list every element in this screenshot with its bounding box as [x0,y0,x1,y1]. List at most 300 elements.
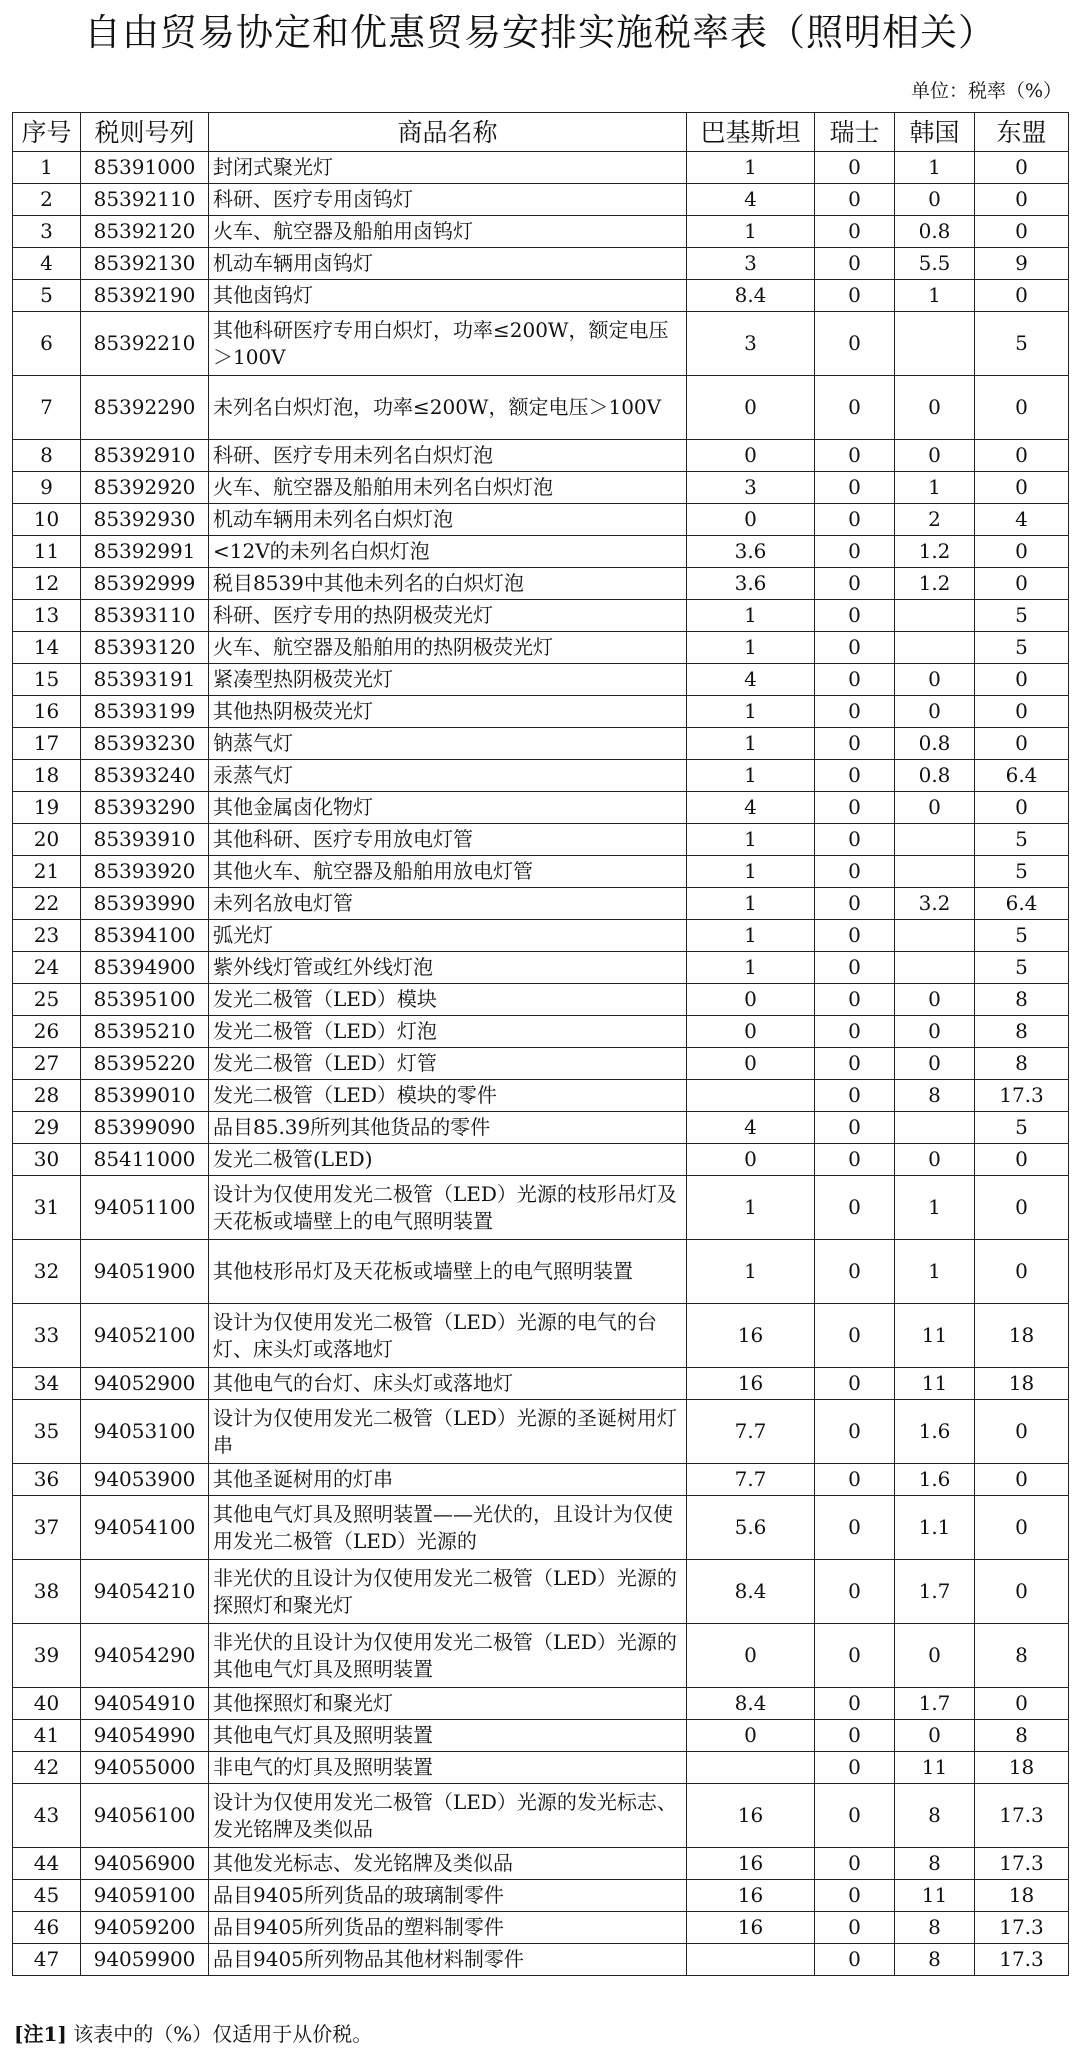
cell-switzerland: 0 [815,312,895,376]
cell-korea: 0.8 [895,216,975,248]
cell-pakistan: 1 [687,152,815,184]
cell-asean: 0 [975,1464,1069,1496]
cell-korea: 0.8 [895,760,975,792]
cell-korea: 1 [895,1240,975,1304]
cell-no: 39 [13,1624,81,1688]
cell-name: 封闭式聚光灯 [209,152,687,184]
cell-name: 紫外线灯管或红外线灯泡 [209,952,687,984]
cell-code: 94054910 [81,1688,209,1720]
cell-no: 43 [13,1784,81,1848]
cell-korea: 1 [895,152,975,184]
cell-asean: 0 [975,440,1069,472]
cell-code: 94052900 [81,1368,209,1400]
table-row [13,1624,1069,1688]
cell-no: 25 [13,984,81,1016]
cell-pakistan: 1 [687,1176,815,1240]
cell-no: 18 [13,760,81,792]
cell-pakistan: 3.6 [687,568,815,600]
cell-korea: 0 [895,184,975,216]
cell-korea: 0.8 [895,728,975,760]
cell-korea: 0 [895,1624,975,1688]
cell-name: 火车、航空器及船舶用卤钨灯 [209,216,687,248]
cell-asean: 0 [975,1176,1069,1240]
table-row [13,248,1069,280]
cell-no: 2 [13,184,81,216]
cell-asean: 0 [975,376,1069,440]
cell-no: 23 [13,920,81,952]
cell-code: 94053100 [81,1400,209,1464]
cell-code: 85399010 [81,1080,209,1112]
cell-asean: 18 [975,1880,1069,1912]
cell-name: 未列名放电灯管 [209,888,687,920]
cell-korea: 1.6 [895,1400,975,1464]
header-no: 序号 [13,113,81,152]
cell-name: 发光二极管（LED）灯泡 [209,1016,687,1048]
cell-asean: 17.3 [975,1848,1069,1880]
cell-pakistan: 1 [687,696,815,728]
cell-code: 94056900 [81,1848,209,1880]
table-row [13,920,1069,952]
cell-code: 94059100 [81,1880,209,1912]
table-row [13,856,1069,888]
cell-name: <12V的未列名白炽灯泡 [209,536,687,568]
cell-pakistan: 16 [687,1848,815,1880]
cell-name: 设计为仅使用发光二极管（LED）光源的发光标志、发光铭牌及类似品 [209,1784,687,1848]
cell-name: 其他发光标志、发光铭牌及类似品 [209,1848,687,1880]
cell-korea: 0 [895,376,975,440]
cell-no: 32 [13,1240,81,1304]
cell-name: 科研、医疗专用的热阴极荧光灯 [209,600,687,632]
table-row [13,824,1069,856]
cell-code: 94053900 [81,1464,209,1496]
cell-no: 21 [13,856,81,888]
cell-switzerland: 0 [815,216,895,248]
cell-switzerland: 0 [815,1496,895,1560]
cell-pakistan: 16 [687,1912,815,1944]
cell-asean: 5 [975,856,1069,888]
cell-no: 26 [13,1016,81,1048]
cell-code: 85394900 [81,952,209,984]
cell-name: 火车、航空器及船舶用未列名白炽灯泡 [209,472,687,504]
header-asean: 东盟 [975,113,1069,152]
table-row [13,472,1069,504]
cell-code: 94051900 [81,1240,209,1304]
cell-korea [895,312,975,376]
table-row [13,280,1069,312]
cell-asean: 0 [975,536,1069,568]
table-row [13,376,1069,440]
cell-no: 46 [13,1912,81,1944]
cell-name: 品目85.39所列其他货品的零件 [209,1112,687,1144]
cell-code: 94056100 [81,1784,209,1848]
cell-pakistan: 0 [687,440,815,472]
cell-switzerland: 0 [815,792,895,824]
cell-korea: 11 [895,1880,975,1912]
cell-code: 85393920 [81,856,209,888]
cell-no: 8 [13,440,81,472]
cell-asean: 0 [975,792,1069,824]
cell-pakistan: 0 [687,376,815,440]
cell-pakistan: 3 [687,312,815,376]
cell-code: 85411000 [81,1144,209,1176]
cell-pakistan: 1 [687,728,815,760]
cell-pakistan: 0 [687,984,815,1016]
cell-switzerland: 0 [815,952,895,984]
cell-code: 94055000 [81,1752,209,1784]
table-row [13,1144,1069,1176]
table-row [13,1080,1069,1112]
table-row [13,696,1069,728]
cell-code: 85391000 [81,152,209,184]
cell-code: 85393910 [81,824,209,856]
cell-switzerland: 0 [815,600,895,632]
cell-asean: 18 [975,1368,1069,1400]
cell-switzerland: 0 [815,1784,895,1848]
footnote-tag: [注1] [14,2022,67,2046]
table-row [13,1496,1069,1560]
cell-asean: 0 [975,184,1069,216]
cell-code: 94059200 [81,1912,209,1944]
cell-no: 17 [13,728,81,760]
table-row [13,1464,1069,1496]
cell-code: 94054100 [81,1496,209,1560]
cell-korea [895,600,975,632]
cell-pakistan: 7.7 [687,1464,815,1496]
cell-code: 85393290 [81,792,209,824]
table-row [13,1912,1069,1944]
cell-switzerland: 0 [815,1912,895,1944]
cell-switzerland: 0 [815,184,895,216]
cell-pakistan: 0 [687,504,815,536]
cell-asean: 5 [975,952,1069,984]
cell-switzerland: 0 [815,920,895,952]
cell-switzerland: 0 [815,1880,895,1912]
cell-korea: 8 [895,1912,975,1944]
cell-name: 机动车辆用未列名白炽灯泡 [209,504,687,536]
cell-korea: 1.1 [895,1496,975,1560]
cell-asean: 0 [975,664,1069,696]
table-row [13,664,1069,696]
cell-asean: 6.4 [975,760,1069,792]
cell-code: 85393191 [81,664,209,696]
table-row [13,1240,1069,1304]
cell-korea [895,952,975,984]
cell-korea [895,1112,975,1144]
table-row [13,952,1069,984]
table-row [13,1368,1069,1400]
cell-code: 85395100 [81,984,209,1016]
cell-pakistan: 4 [687,664,815,696]
table-row [13,760,1069,792]
cell-switzerland: 0 [815,1144,895,1176]
cell-asean: 0 [975,1496,1069,1560]
cell-no: 29 [13,1112,81,1144]
cell-name: 其他枝形吊灯及天花板或墙壁上的电气照明装置 [209,1240,687,1304]
cell-code: 94054990 [81,1720,209,1752]
footnote-text: 该表中的（%）仅适用于从价税。 [66,2022,373,2046]
cell-name: 其他电气的台灯、床头灯或落地灯 [209,1368,687,1400]
header-korea: 韩国 [895,113,975,152]
header-code: 税则号列 [81,113,209,152]
cell-pakistan: 4 [687,184,815,216]
cell-pakistan: 1 [687,1240,815,1304]
cell-pakistan: 0 [687,1016,815,1048]
cell-korea: 1 [895,1176,975,1240]
cell-pakistan: 16 [687,1304,815,1368]
cell-code: 85392120 [81,216,209,248]
cell-name: 其他圣诞树用的灯串 [209,1464,687,1496]
cell-name: 未列名白炽灯泡，功率≤200W，额定电压＞100V [209,376,687,440]
cell-switzerland: 0 [815,1720,895,1752]
cell-name: 其他金属卤化物灯 [209,792,687,824]
table-row [13,888,1069,920]
cell-switzerland: 0 [815,248,895,280]
cell-pakistan: 1 [687,888,815,920]
table-row [13,1112,1069,1144]
cell-korea: 1.2 [895,536,975,568]
table-row [13,792,1069,824]
cell-name: 汞蒸气灯 [209,760,687,792]
cell-asean: 8 [975,984,1069,1016]
cell-pakistan: 1 [687,216,815,248]
cell-name: 发光二极管（LED）灯管 [209,1048,687,1080]
cell-no: 12 [13,568,81,600]
cell-asean: 8 [975,1016,1069,1048]
cell-no: 24 [13,952,81,984]
cell-no: 16 [13,696,81,728]
cell-name: 非电气的灯具及照明装置 [209,1752,687,1784]
cell-asean: 0 [975,696,1069,728]
cell-name: 设计为仅使用发光二极管（LED）光源的电气的台灯、床头灯或落地灯 [209,1304,687,1368]
cell-name: 品目9405所列货品的玻璃制零件 [209,1880,687,1912]
table-row [13,1048,1069,1080]
cell-no: 31 [13,1176,81,1240]
cell-asean: 0 [975,728,1069,760]
cell-switzerland: 0 [815,664,895,696]
cell-asean: 0 [975,216,1069,248]
cell-code: 94059900 [81,1944,209,1976]
cell-no: 41 [13,1720,81,1752]
table-row [13,600,1069,632]
cell-no: 45 [13,1880,81,1912]
cell-switzerland: 0 [815,1400,895,1464]
cell-switzerland: 0 [815,1016,895,1048]
cell-pakistan: 16 [687,1880,815,1912]
cell-no: 3 [13,216,81,248]
cell-asean: 18 [975,1304,1069,1368]
cell-pakistan: 0 [687,1144,815,1176]
cell-korea: 0 [895,440,975,472]
cell-korea: 8 [895,1848,975,1880]
table-row [13,1400,1069,1464]
cell-no: 11 [13,536,81,568]
table-row [13,504,1069,536]
cell-switzerland: 0 [815,1752,895,1784]
cell-asean: 8 [975,1624,1069,1688]
cell-korea: 2 [895,504,975,536]
cell-korea: 8 [895,1944,975,1976]
cell-name: 设计为仅使用发光二极管（LED）光源的圣诞树用灯串 [209,1400,687,1464]
cell-asean: 4 [975,504,1069,536]
cell-korea: 0 [895,1016,975,1048]
cell-code: 85393230 [81,728,209,760]
cell-asean: 0 [975,280,1069,312]
cell-name: 非光伏的且设计为仅使用发光二极管（LED）光源的其他电气灯具及照明装置 [209,1624,687,1688]
cell-code: 85394100 [81,920,209,952]
cell-switzerland: 0 [815,696,895,728]
cell-no: 40 [13,1688,81,1720]
cell-asean: 5 [975,632,1069,664]
cell-pakistan: 1 [687,824,815,856]
cell-no: 10 [13,504,81,536]
cell-korea: 1.7 [895,1560,975,1624]
cell-korea: 1.7 [895,1688,975,1720]
table-row [13,536,1069,568]
cell-no: 15 [13,664,81,696]
cell-name: 科研、医疗专用未列名白炽灯泡 [209,440,687,472]
cell-asean: 0 [975,1240,1069,1304]
cell-korea: 11 [895,1368,975,1400]
cell-pakistan: 0 [687,1720,815,1752]
table-row [13,1176,1069,1240]
cell-code: 85393990 [81,888,209,920]
cell-name: 品目9405所列物品其他材料制零件 [209,1944,687,1976]
cell-name: 其他科研医疗专用白炽灯，功率≤200W，额定电压＞100V [209,312,687,376]
cell-name: 发光二极管(LED) [209,1144,687,1176]
cell-code: 94054290 [81,1624,209,1688]
cell-korea: 8 [895,1080,975,1112]
cell-code: 85392910 [81,440,209,472]
cell-switzerland: 0 [815,1048,895,1080]
cell-code: 85395210 [81,1016,209,1048]
cell-code: 85392999 [81,568,209,600]
cell-code: 85392920 [81,472,209,504]
cell-asean: 0 [975,1560,1069,1624]
cell-korea: 0 [895,1720,975,1752]
cell-no: 9 [13,472,81,504]
cell-code: 94051100 [81,1176,209,1240]
cell-pakistan [687,1080,815,1112]
cell-switzerland: 0 [815,152,895,184]
cell-pakistan: 1 [687,632,815,664]
cell-no: 30 [13,1144,81,1176]
cell-switzerland: 0 [815,1624,895,1688]
cell-no: 28 [13,1080,81,1112]
cell-name: 设计为仅使用发光二极管（LED）光源的枝形吊灯及天花板或墙壁上的电气照明装置 [209,1176,687,1240]
cell-name: 紧凑型热阴极荧光灯 [209,664,687,696]
cell-no: 14 [13,632,81,664]
cell-switzerland: 0 [815,760,895,792]
cell-pakistan: 1 [687,600,815,632]
cell-switzerland: 0 [815,1080,895,1112]
cell-switzerland: 0 [815,632,895,664]
cell-switzerland: 0 [815,472,895,504]
cell-code: 85392930 [81,504,209,536]
cell-asean: 0 [975,472,1069,504]
cell-code: 85392290 [81,376,209,440]
table-header-row [13,113,1069,152]
table-row [13,1688,1069,1720]
cell-name: 品目9405所列货品的塑料制零件 [209,1912,687,1944]
cell-name: 其他热阴极荧光灯 [209,696,687,728]
cell-korea: 3.2 [895,888,975,920]
cell-name: 其他电气灯具及照明装置 [209,1720,687,1752]
cell-name: 火车、航空器及船舶用的热阴极荧光灯 [209,632,687,664]
table-row [13,152,1069,184]
cell-pakistan [687,1944,815,1976]
cell-korea: 0 [895,984,975,1016]
cell-pakistan: 4 [687,1112,815,1144]
table-row [13,1560,1069,1624]
cell-asean: 5 [975,920,1069,952]
cell-asean: 5 [975,600,1069,632]
cell-no: 5 [13,280,81,312]
cell-code: 85392210 [81,312,209,376]
cell-no: 4 [13,248,81,280]
cell-name: 非光伏的且设计为仅使用发光二极管（LED）光源的探照灯和聚光灯 [209,1560,687,1624]
cell-switzerland: 0 [815,1304,895,1368]
cell-korea [895,920,975,952]
cell-korea: 1.6 [895,1464,975,1496]
cell-no: 34 [13,1368,81,1400]
cell-korea: 11 [895,1752,975,1784]
cell-pakistan: 8.4 [687,1688,815,1720]
table-row [13,312,1069,376]
cell-no: 47 [13,1944,81,1976]
cell-switzerland: 0 [815,984,895,1016]
table-row [13,1720,1069,1752]
cell-code: 94052100 [81,1304,209,1368]
cell-switzerland: 0 [815,504,895,536]
cell-no: 37 [13,1496,81,1560]
table-row [13,216,1069,248]
cell-name: 发光二极管（LED）模块的零件 [209,1080,687,1112]
cell-asean: 17.3 [975,1080,1069,1112]
cell-code: 94054210 [81,1560,209,1624]
cell-korea [895,856,975,888]
cell-name: 科研、医疗专用卤钨灯 [209,184,687,216]
cell-code: 85395220 [81,1048,209,1080]
page-title: 自由贸易协定和优惠贸易安排实施税率表（照明相关） [84,11,996,54]
cell-no: 44 [13,1848,81,1880]
cell-code: 85393110 [81,600,209,632]
cell-switzerland: 0 [815,1176,895,1240]
cell-asean: 18 [975,1752,1069,1784]
cell-code: 85392190 [81,280,209,312]
table-row [13,728,1069,760]
cell-pakistan: 5.6 [687,1496,815,1560]
cell-pakistan: 3 [687,248,815,280]
cell-no: 22 [13,888,81,920]
cell-pakistan: 1 [687,952,815,984]
cell-name: 其他火车、航空器及船舶用放电灯管 [209,856,687,888]
cell-pakistan: 1 [687,856,815,888]
cell-switzerland: 0 [815,888,895,920]
cell-asean: 0 [975,568,1069,600]
cell-asean: 5 [975,824,1069,856]
cell-korea: 0 [895,696,975,728]
cell-pakistan: 1 [687,760,815,792]
cell-name: 税目8539中其他未列名的白炽灯泡 [209,568,687,600]
cell-switzerland: 0 [815,1560,895,1624]
cell-switzerland: 0 [815,1688,895,1720]
cell-pakistan: 0 [687,1624,815,1688]
cell-korea: 1 [895,472,975,504]
cell-asean: 0 [975,152,1069,184]
cell-pakistan: 16 [687,1784,815,1848]
cell-asean: 17.3 [975,1784,1069,1848]
cell-switzerland: 0 [815,1848,895,1880]
